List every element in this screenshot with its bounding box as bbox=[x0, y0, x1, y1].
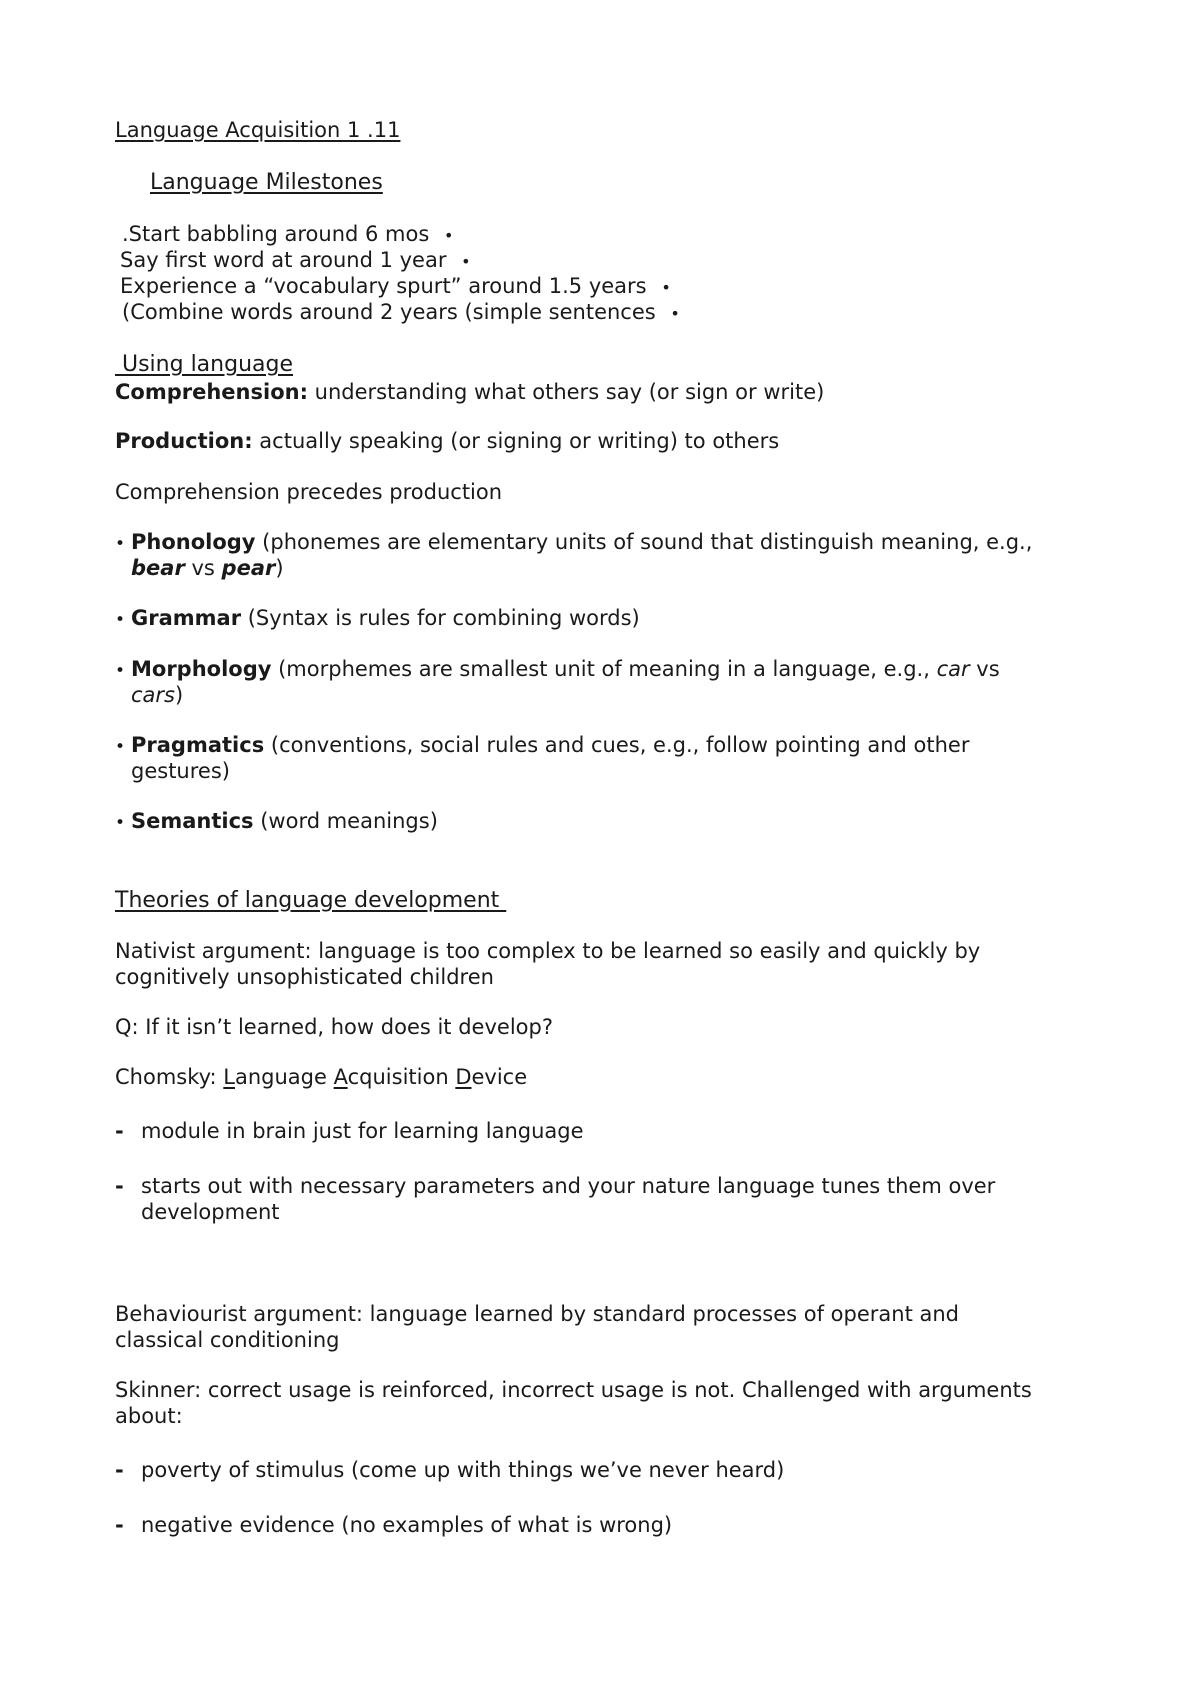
example-cars: cars bbox=[131, 683, 175, 707]
example-car: car bbox=[936, 657, 970, 681]
example-pear: pear bbox=[221, 556, 276, 580]
behaviourist-argument-line1: Behaviourist argument: language learned by standard processes of operant and bbox=[115, 1302, 959, 1326]
dash-bullet: - bbox=[115, 1513, 124, 1537]
bullet-icon: • bbox=[115, 534, 126, 554]
dash-bullet: - bbox=[115, 1458, 124, 1482]
example-bear: bear bbox=[131, 556, 185, 580]
phonology-text: (phonemes are elementary units of sound that distinguish meaning, e.g., bbox=[255, 530, 1033, 554]
argument-text: poverty of stimulus (come up with things we’ve never heard) bbox=[141, 1458, 785, 1482]
grammar-item bbox=[115, 605, 640, 633]
morphology-term: Morphology bbox=[131, 657, 272, 681]
morphology-continuation bbox=[131, 682, 183, 708]
argument-negative-evidence bbox=[115, 1512, 672, 1538]
bullet-icon: • bbox=[115, 610, 126, 630]
skinner-line2: about: bbox=[115, 1404, 183, 1428]
lad-initial-a: A bbox=[333, 1065, 348, 1089]
milestones-heading: Language Milestones bbox=[150, 170, 383, 195]
production-term: Production: bbox=[115, 429, 253, 453]
milestone-text: .Start babbling around 6 mos bbox=[122, 222, 430, 246]
lad-word-language: anguage bbox=[234, 1065, 334, 1089]
bullet-icon: • bbox=[115, 813, 126, 833]
behaviourist-argument-line2: classical conditioning bbox=[115, 1328, 340, 1352]
grammar-text: (Syntax is rules for combining words) bbox=[241, 606, 640, 630]
milestone-item bbox=[120, 273, 671, 301]
production-text: actually speaking (or signing or writing) to others bbox=[252, 429, 780, 453]
lad-initial-l: L bbox=[223, 1065, 235, 1089]
lad-word-device: evice bbox=[471, 1065, 528, 1089]
pragmatics-text: (conventions, social rules and cues, e.g., follow pointing and other bbox=[264, 733, 970, 757]
phonology-item bbox=[115, 529, 1032, 557]
milestone-item bbox=[122, 299, 680, 327]
comprehension-precedes: Comprehension precedes production bbox=[115, 480, 503, 504]
theories-heading: Theories of language development bbox=[115, 888, 507, 913]
milestone-text: (Combine words around 2 years (simple sentences bbox=[122, 300, 656, 324]
milestone-text: Experience a “vocabulary spurt” around 1.5 years bbox=[120, 274, 647, 298]
phonology-examples bbox=[131, 555, 284, 581]
dash-bullet: - bbox=[115, 1119, 124, 1143]
nativist-argument-line2: cognitively unsophisticated children bbox=[115, 965, 494, 989]
chomsky-lad bbox=[115, 1064, 527, 1090]
semantics-term: Semantics bbox=[131, 809, 254, 833]
lad-point-2-continuation: development bbox=[141, 1200, 280, 1224]
argument-poverty-of-stimulus bbox=[115, 1457, 784, 1483]
close-paren: ) bbox=[275, 556, 284, 580]
lad-initial-d: D bbox=[455, 1065, 472, 1089]
bullet-icon: • bbox=[115, 661, 126, 681]
morphology-item bbox=[115, 656, 1000, 684]
milestone-item bbox=[122, 221, 453, 249]
phonology-term: Phonology bbox=[131, 530, 256, 554]
pragmatics-item bbox=[115, 732, 969, 760]
using-language-heading: Using language bbox=[115, 352, 293, 377]
milestone-text: Say first word at around 1 year bbox=[120, 248, 447, 272]
vs-text: vs bbox=[184, 556, 222, 580]
production-definition bbox=[115, 428, 779, 454]
chomsky-prefix: Chomsky: bbox=[115, 1065, 224, 1089]
skinner-line1: Skinner: correct usage is reinforced, incorrect usage is not. Challenged with arguments bbox=[115, 1378, 1032, 1402]
pragmatics-term: Pragmatics bbox=[131, 733, 265, 757]
document-title: Language Acquisition 1 .11 bbox=[115, 118, 401, 142]
nativist-argument-line1: Nativist argument: language is too complex to be learned so easily and quickly by bbox=[115, 939, 981, 963]
dash-bullet: - bbox=[115, 1174, 124, 1198]
semantics-text: (word meanings) bbox=[253, 809, 438, 833]
morphology-text: (morphemes are smallest unit of meaning in a language, e.g., bbox=[271, 657, 937, 681]
lad-point-1 bbox=[115, 1118, 584, 1144]
lad-point-text: module in brain just for learning language bbox=[141, 1119, 584, 1143]
vs-text: vs bbox=[969, 657, 1000, 681]
bullet-icon: • bbox=[670, 304, 680, 323]
close-paren: ) bbox=[175, 683, 184, 707]
pragmatics-continuation: gestures) bbox=[131, 759, 230, 783]
bullet-icon: • bbox=[461, 252, 471, 271]
question-text: Q: If it isn’t learned, how does it develop? bbox=[115, 1015, 553, 1039]
grammar-term: Grammar bbox=[131, 606, 242, 630]
semantics-item bbox=[115, 808, 438, 836]
argument-text: negative evidence (no examples of what is wrong) bbox=[141, 1513, 673, 1537]
bullet-icon: • bbox=[115, 737, 126, 757]
lad-word-acquisition: cquisition bbox=[347, 1065, 456, 1089]
milestone-item bbox=[120, 247, 471, 275]
bullet-icon: • bbox=[443, 226, 454, 245]
lad-point-text: starts out with necessary parameters and your nature language tunes them over bbox=[141, 1174, 996, 1198]
comprehension-definition bbox=[115, 379, 824, 405]
bullet-icon: • bbox=[661, 278, 671, 297]
comprehension-term: Comprehension: bbox=[115, 380, 308, 404]
lad-point-2 bbox=[115, 1173, 995, 1199]
comprehension-text: understanding what others say (or sign or write) bbox=[307, 380, 825, 404]
